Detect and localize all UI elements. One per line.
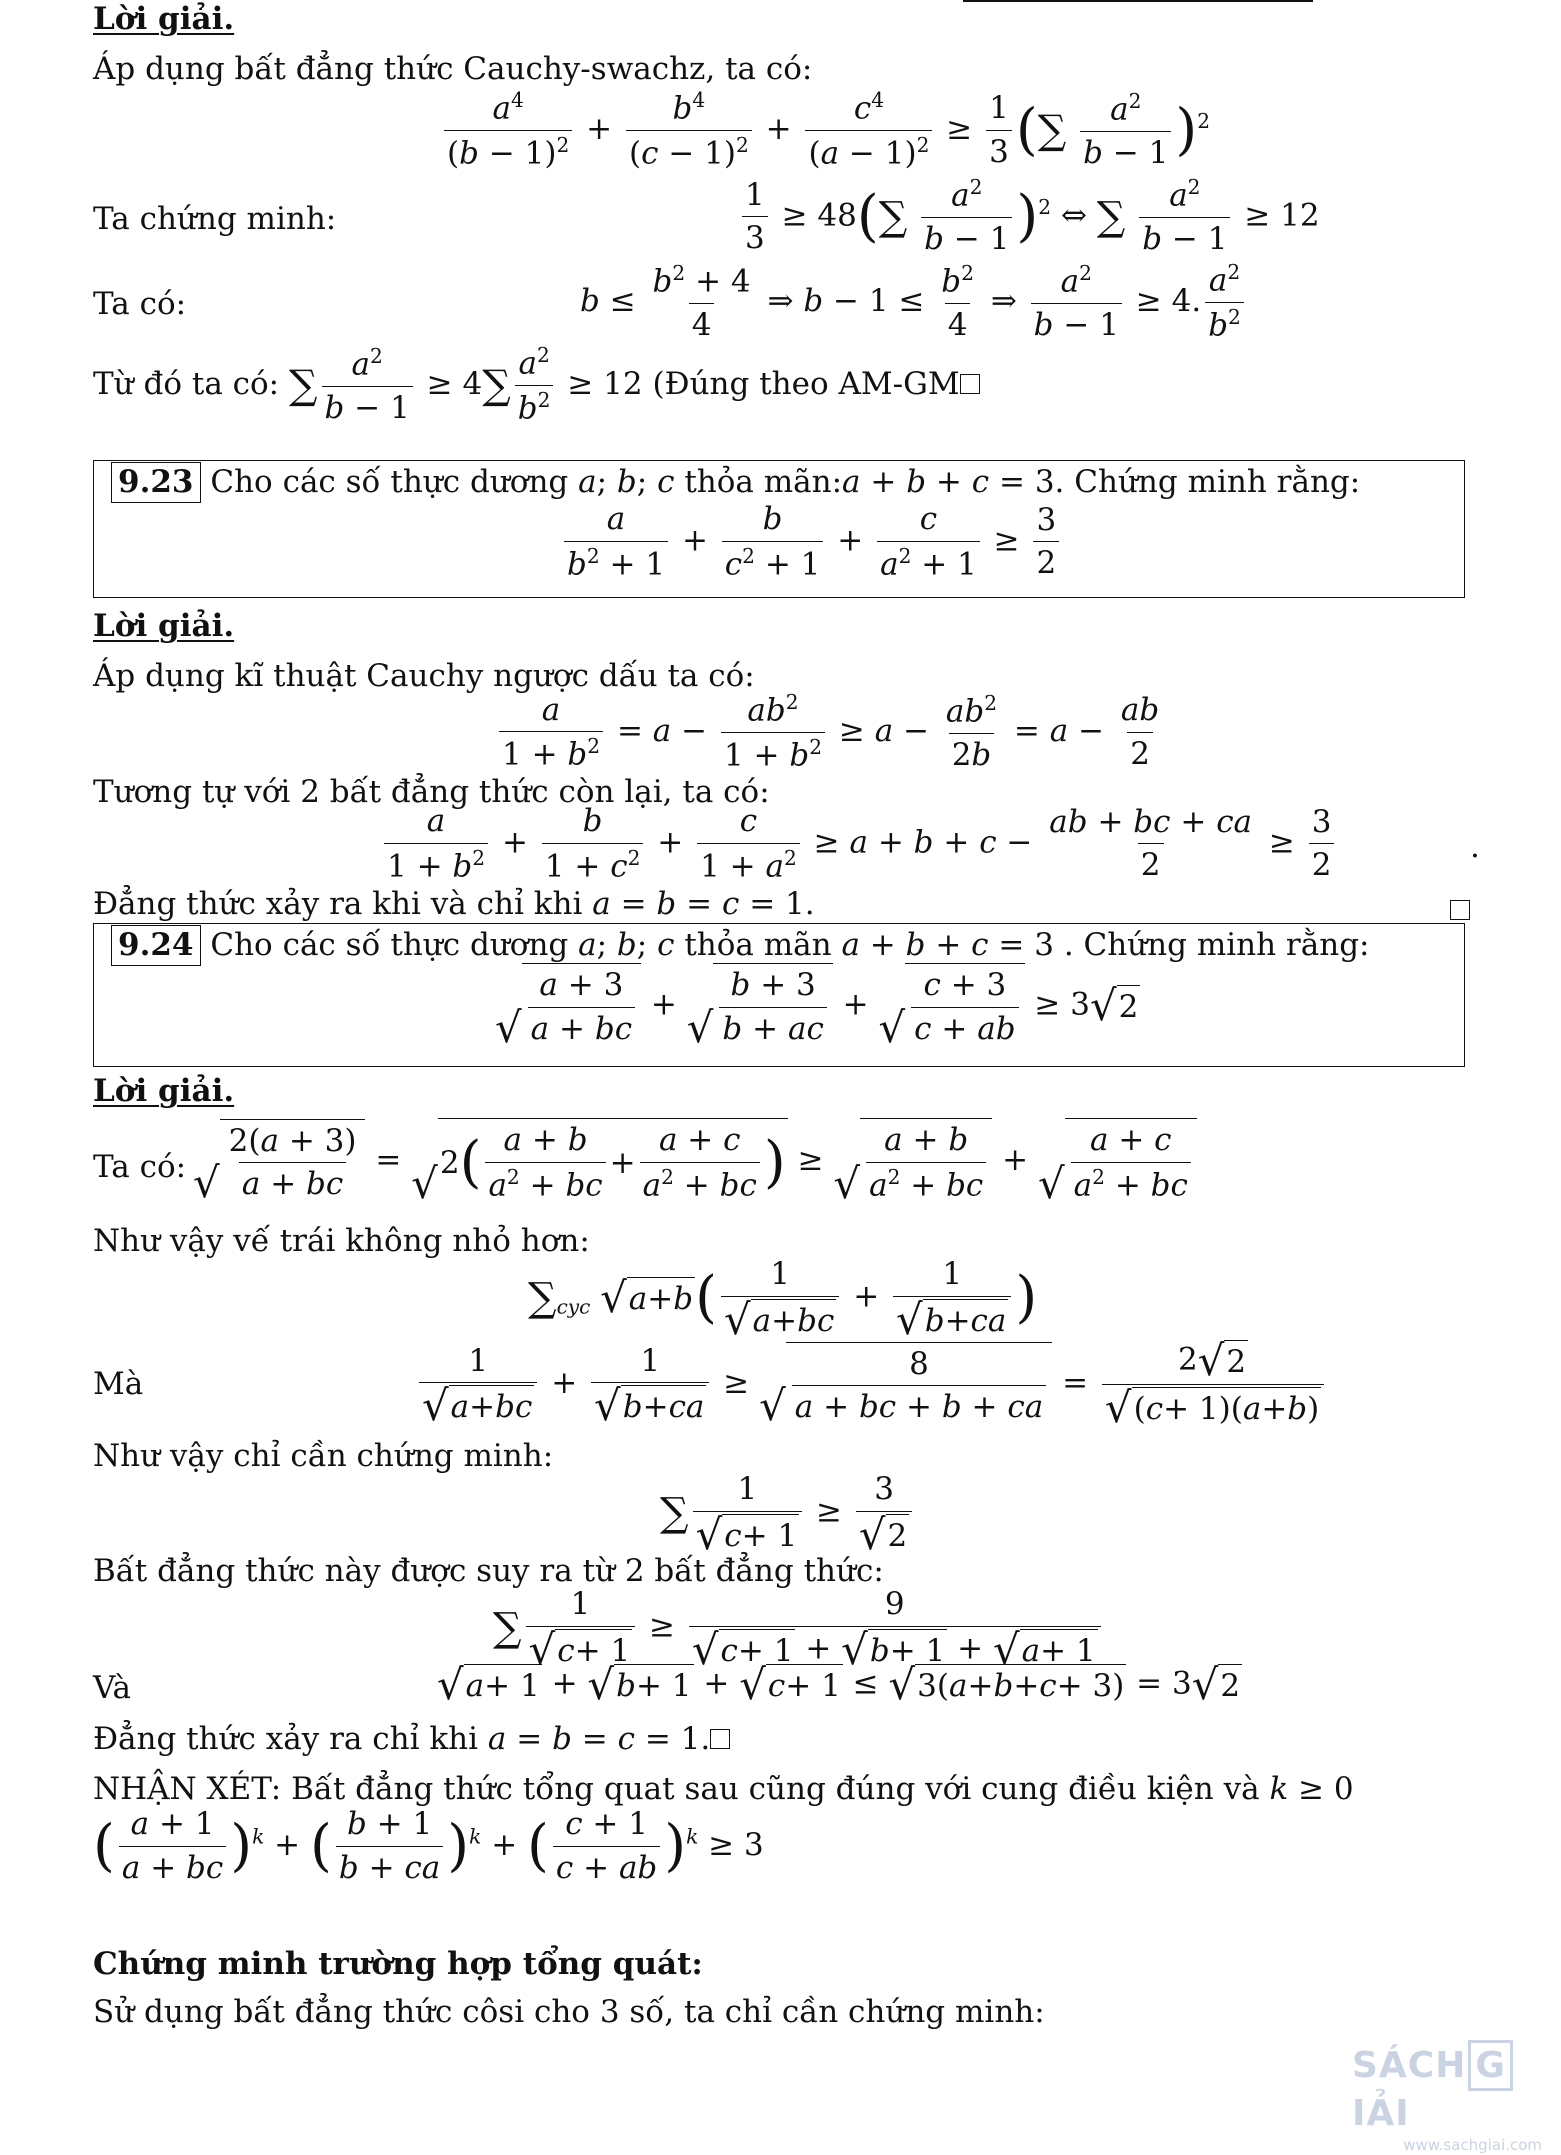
sec1-formula-3: b ≤ $\frac{b^2 + 4}{4}$ ⇒ b − 1 ≤ $\frac{b^2}{4}$ ⇒ $\frac{a^2}{b - 1}$ ≥ 4. $\frac{a^2}{b^2}$ — [580, 260, 1248, 345]
equality-text: Đẳng thức xảy ra khi và chỉ khi — [93, 886, 583, 922]
p924-remark: NHẬN XÉT: Bất đẳng thức tổng quat sau cũng đúng với cung điều kiện và k ≥ 0 — [93, 1771, 1354, 1807]
p923-similar: Tương tự với 2 bất đẳng thức còn lại, ta có: — [93, 774, 770, 810]
p923-formula-2: $\frac{a}{1 + b^2}$ + $\frac{b}{1 + c^2}$ + $\frac{c}{1 + a^2}$ ≥ a + b + c − $\frac{ab + bc + ca}{2}$ ≥ $\frac{3}{2}$ — [380, 802, 1338, 886]
general-proof-heading: Chứng minh trường hợp tổng quát: — [93, 1946, 703, 1982]
p923-intro: Áp dụng kĩ thuật Cauchy ngược dấu ta có: — [93, 658, 755, 694]
sec1-ta-chung-minh: Ta chứng minh: — [93, 201, 337, 237]
remark-text: NHẬN XÉT: Bất đẳng thức tổng quat sau cũng đúng với cung điều kiện và — [93, 1771, 1260, 1807]
statement-text: . Chứng minh rằng: — [1063, 927, 1370, 963]
logo-text: SÁCH — [1352, 2045, 1467, 2086]
sachgiai-logo — [1352, 2040, 1542, 2154]
problem-9-24-inequality: √ $\frac{a + 3}{a + bc}$ + √ $\frac{b + 3}{b + ac}$ + √ $\frac{c + 3}{c + ab}$ ≥ 3 √ 2 — [495, 963, 1140, 1049]
statement-text: Cho các số thực dương — [210, 927, 569, 963]
statement-text: Cho các số thực dương — [210, 464, 569, 500]
problem-number: 9.23 — [111, 462, 201, 503]
sec1-conclusion: Từ đó ta có: ∑ $\frac{a^2}{b - 1}$ ≥ 4∑ $\frac{a^2}{b^2}$ ≥ 12 (Đúng theo AM-GM — [93, 343, 980, 428]
logo-url: www.sachgiai.com — [1403, 2136, 1542, 2154]
sec1-formula-2: $\frac{1}{3}$ ≥ 48(∑ $\frac{a^2}{b - 1}$ )$^2$ ⇔ ∑ $\frac{a^2}{b - 1}$ ≥ 12 — [738, 175, 1320, 259]
sec1-formula-1: $\frac{a^4}{(b - 1)^2}$ + $\frac{b^4}{(c - 1)^2}$ + $\frac{c^4}{(a - 1)^2}$ ≥ $\frac{1}{3}$ (∑ $\frac{a^2}{b - 1}$ )$^2$ — [440, 88, 1210, 173]
p924-formula-4: ∑ 1 √ c + 1 ≥ 3 √ 2 — [660, 1470, 916, 1556]
p924-equality: Đẳng thức xảy ra chỉ khi a = b = c = 1. — [93, 1720, 730, 1759]
p924-only-need: Như vậy chỉ cần chứng minh: — [93, 1438, 554, 1474]
statement-text: . Chứng minh rằng: — [1054, 464, 1361, 500]
trailing-period: . — [1470, 829, 1480, 865]
solution-heading: Lời giải. — [93, 1073, 235, 1109]
p924-formula-5: ∑ 1 √ c + 1 ≥ 9 √ c + 1 + √ b + 1 + √ a + 1 — [493, 1585, 1105, 1671]
p924-cosi: Sử dụng bất đẳng thức côsi cho 3 số, ta chỉ cần chứng minh: — [93, 1994, 1045, 2030]
qed-icon — [710, 1729, 730, 1749]
p923-equality: Đẳng thức xảy ra khi và chỉ khi a = b = c = 1. — [93, 886, 815, 922]
p924-ta-co: Ta có: — [93, 1149, 187, 1185]
p924-left-not-less: Như vậy vế trái không nhỏ hơn: — [93, 1223, 590, 1259]
p923-formula-1: $\frac{a}{1 + b^2}$ = a − $\frac{ab^2}{1 + b^2}$ ≥ a − $\frac{ab^2}{2b}$ = a − $\frac{ab}{2}$ — [495, 690, 1166, 775]
p924-formula-1: √ $\frac{2(a + 3)}{a + bc}$ = √ 2 ( $\frac{a + b}{a^2 + bc}$ + $\frac{a + c}{a^2 + bc}$ ) ≥ √ $\frac{a + b}{a^2 + bc}$ + √ $\frac{a + c}{a^2 + bc}$ — [193, 1118, 1197, 1205]
sec1-tu-do: Từ đó ta có: — [93, 366, 280, 403]
sec1-ta-co: Ta có: — [93, 286, 187, 322]
statement-text: thỏa mãn — [684, 927, 832, 963]
problem-number: 9.24 — [111, 925, 201, 966]
p924-formula-3: 1 √ a + bc + 1 √ b + ca ≥ √ $\frac{8}{a + bc + b + ca}$ = 2 √ 2 √ ( c + 1)( a + b ) — [415, 1340, 1328, 1429]
p924-formula-6: √ a + 1 + √ b + 1 + √ c + 1 ≤ √ 3( a + b + c + 3) = 3 √ 2 — [437, 1660, 1241, 1709]
logo-text: IẢI — [1352, 2093, 1410, 2134]
sec1-intro: Áp dụng bất đẳng thức Cauchy-swachz, ta có: — [93, 51, 813, 87]
p924-formula-2: $\sum_{cyc}$ √ a + b ( 1 √ a + bc + 1 √ b + ca ) — [528, 1256, 1038, 1344]
problem-9-24-statement: 9.24 Cho các số thực dương a; b; c thỏa mãn a + b + c = 3 . Chứng minh rằng: — [111, 925, 1369, 966]
sec1-tu-do-suffix: (Đúng theo AM-GM — [652, 366, 960, 403]
equality-text: Đẳng thức xảy ra chỉ khi — [93, 1721, 479, 1757]
p924-va: Và — [93, 1670, 132, 1706]
p924-derived: Bất đẳng thức này được suy ra từ 2 bất đẳng thức: — [93, 1553, 884, 1589]
problem-9-23-statement: 9.23 Cho các số thực dương a; b; c thỏa mãn:a + b + c = 3. Chứng minh rằng: — [111, 462, 1360, 503]
problem-9-23-inequality: $\frac{a}{b^2 + 1}$ + $\frac{b}{c^2 + 1}$ + $\frac{c}{a^2 + 1}$ ≥ $\frac{3}{2}$ — [560, 500, 1063, 584]
qed-icon — [960, 374, 980, 394]
solution-heading: Lời giải. — [93, 608, 235, 644]
solution-heading: Lời giải. — [93, 1, 235, 37]
statement-text: thỏa mãn: — [684, 464, 843, 500]
logo-g-icon: G — [1468, 2040, 1513, 2091]
p924-formula-7: ( $\frac{a + 1}{a + bc}$ )$^k$ + ( $\frac{b + 1}{b + ca}$ )$^k$ + ( $\frac{c + 1}{c + ab}$ )$^k$ ≥ 3 — [93, 1806, 764, 1886]
top-rule — [963, 0, 1313, 2]
p924-ma: Mà — [93, 1366, 144, 1402]
